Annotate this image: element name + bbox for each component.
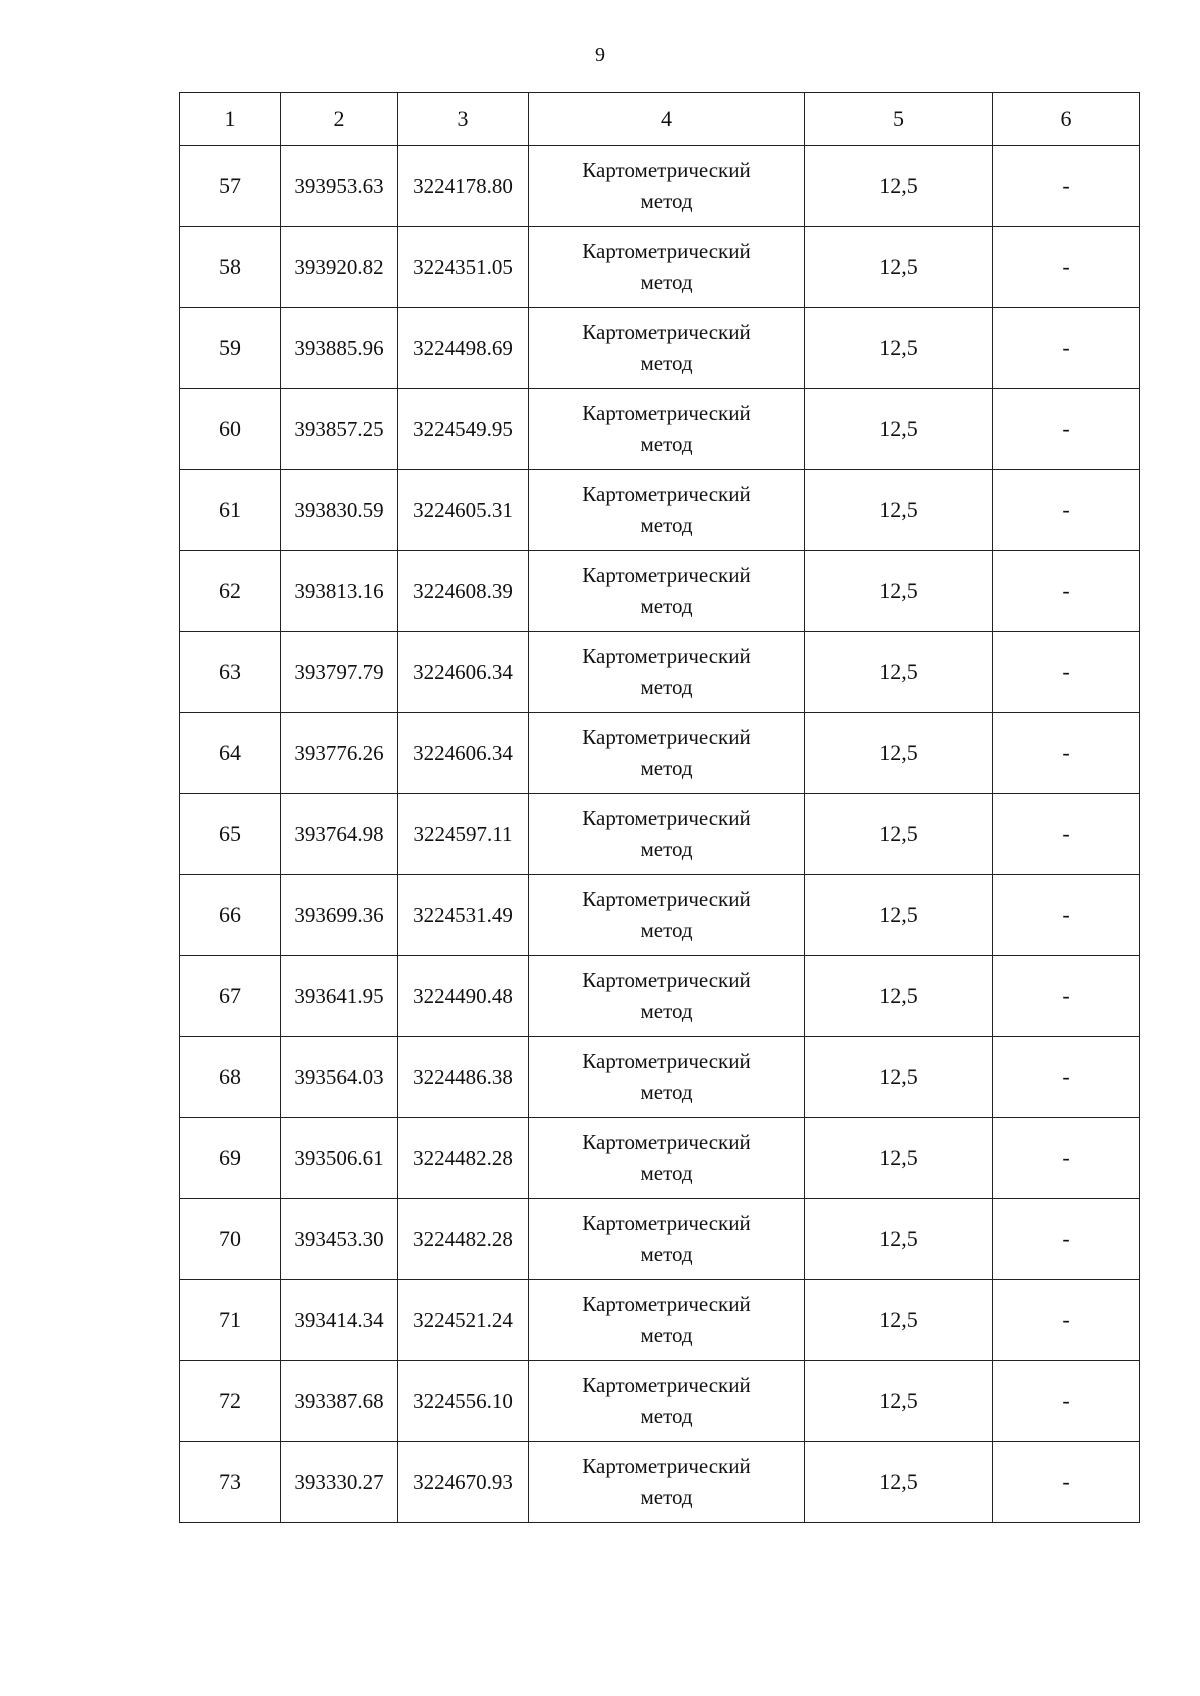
method-line-2: метод — [640, 1242, 693, 1266]
y-coordinate-cell: 3224670.93 — [398, 1442, 529, 1523]
y-coordinate-cell: 3224482.28 — [398, 1199, 529, 1280]
note-cell: - — [993, 956, 1140, 1037]
method-line-1: Картометрический — [582, 1373, 751, 1397]
method-line-1: Картометрический — [582, 806, 751, 830]
table-header — [180, 93, 1140, 146]
method-line-2: метод — [640, 1485, 693, 1509]
x-coordinate-cell: 393830.59 — [281, 470, 398, 551]
y-coordinate-cell: 3224486.38 — [398, 1037, 529, 1118]
x-coordinate-cell: 393885.96 — [281, 308, 398, 389]
table-row — [180, 1118, 1140, 1199]
method-cell — [529, 875, 805, 956]
note-cell: - — [993, 389, 1140, 470]
method-cell — [529, 794, 805, 875]
coordinates-table — [179, 92, 1140, 1523]
y-coordinate-cell: 3224351.05 — [398, 227, 529, 308]
x-coordinate-cell: 393953.63 — [281, 146, 398, 227]
column-header-1: 1 — [180, 93, 281, 146]
y-coordinate-cell: 3224606.34 — [398, 632, 529, 713]
table-row — [180, 713, 1140, 794]
x-coordinate-cell: 393506.61 — [281, 1118, 398, 1199]
y-coordinate-cell: 3224597.11 — [398, 794, 529, 875]
point-number-cell: 72 — [180, 1361, 281, 1442]
point-number-cell: 61 — [180, 470, 281, 551]
note-cell: - — [993, 632, 1140, 713]
method-line-1: Картометрический — [582, 1049, 751, 1073]
note-cell: - — [993, 146, 1140, 227]
header-row — [180, 93, 1140, 146]
method-line-2: метод — [640, 1323, 693, 1347]
method-line-1: Картометрический — [582, 644, 751, 668]
point-number-cell: 67 — [180, 956, 281, 1037]
method-line-1: Картометрический — [582, 563, 751, 587]
column-header-3: 3 — [398, 93, 529, 146]
point-number-cell: 73 — [180, 1442, 281, 1523]
method-line-2: метод — [640, 1161, 693, 1185]
method-line-1: Картометрический — [582, 725, 751, 749]
table-row — [180, 1199, 1140, 1280]
method-cell — [529, 146, 805, 227]
method-line-2: метод — [640, 756, 693, 780]
point-number-cell: 65 — [180, 794, 281, 875]
y-coordinate-cell: 3224608.39 — [398, 551, 529, 632]
y-coordinate-cell: 3224549.95 — [398, 389, 529, 470]
point-number-cell: 63 — [180, 632, 281, 713]
method-cell — [529, 1037, 805, 1118]
accuracy-cell: 12,5 — [805, 632, 993, 713]
method-line-2: метод — [640, 513, 693, 537]
accuracy-cell: 12,5 — [805, 956, 993, 1037]
note-cell: - — [993, 1199, 1140, 1280]
method-cell — [529, 227, 805, 308]
accuracy-cell: 12,5 — [805, 470, 993, 551]
method-cell — [529, 1118, 805, 1199]
method-cell — [529, 956, 805, 1037]
method-line-2: метод — [640, 837, 693, 861]
x-coordinate-cell: 393797.79 — [281, 632, 398, 713]
method-cell — [529, 632, 805, 713]
method-line-2: метод — [640, 432, 693, 456]
point-number-cell: 57 — [180, 146, 281, 227]
method-line-1: Картометрический — [582, 1454, 751, 1478]
method-cell — [529, 713, 805, 794]
x-coordinate-cell: 393414.34 — [281, 1280, 398, 1361]
note-cell: - — [993, 308, 1140, 389]
point-number-cell: 71 — [180, 1280, 281, 1361]
x-coordinate-cell: 393330.27 — [281, 1442, 398, 1523]
method-line-1: Картометрический — [582, 1292, 751, 1316]
table-row — [180, 389, 1140, 470]
table-row — [180, 1442, 1140, 1523]
accuracy-cell: 12,5 — [805, 227, 993, 308]
x-coordinate-cell: 393453.30 — [281, 1199, 398, 1280]
table-row — [180, 1280, 1140, 1361]
point-number-cell: 70 — [180, 1199, 281, 1280]
method-line-1: Картометрический — [582, 401, 751, 425]
y-coordinate-cell: 3224521.24 — [398, 1280, 529, 1361]
column-header-2: 2 — [281, 93, 398, 146]
method-cell — [529, 551, 805, 632]
x-coordinate-cell: 393857.25 — [281, 389, 398, 470]
accuracy-cell: 12,5 — [805, 1361, 993, 1442]
method-line-2: метод — [640, 1080, 693, 1104]
point-number-cell: 66 — [180, 875, 281, 956]
accuracy-cell: 12,5 — [805, 551, 993, 632]
method-cell — [529, 470, 805, 551]
accuracy-cell: 12,5 — [805, 1442, 993, 1523]
method-cell — [529, 1280, 805, 1361]
table-body — [180, 146, 1140, 1523]
table-row — [180, 632, 1140, 713]
y-coordinate-cell: 3224490.48 — [398, 956, 529, 1037]
method-cell — [529, 1199, 805, 1280]
y-coordinate-cell: 3224482.28 — [398, 1118, 529, 1199]
method-line-1: Картометрический — [582, 320, 751, 344]
method-line-2: метод — [640, 351, 693, 375]
column-header-5: 5 — [805, 93, 993, 146]
method-line-1: Картометрический — [582, 1211, 751, 1235]
note-cell: - — [993, 1442, 1140, 1523]
x-coordinate-cell: 393920.82 — [281, 227, 398, 308]
accuracy-cell: 12,5 — [805, 389, 993, 470]
y-coordinate-cell: 3224531.49 — [398, 875, 529, 956]
table-row — [180, 470, 1140, 551]
y-coordinate-cell: 3224498.69 — [398, 308, 529, 389]
x-coordinate-cell: 393564.03 — [281, 1037, 398, 1118]
x-coordinate-cell: 393764.98 — [281, 794, 398, 875]
method-cell — [529, 1442, 805, 1523]
note-cell: - — [993, 1361, 1140, 1442]
method-line-2: метод — [640, 270, 693, 294]
point-number-cell: 62 — [180, 551, 281, 632]
method-line-2: метод — [640, 918, 693, 942]
table-row — [180, 1037, 1140, 1118]
note-cell: - — [993, 1118, 1140, 1199]
page-number: 9 — [595, 44, 605, 66]
method-line-1: Картометрический — [582, 482, 751, 506]
accuracy-cell: 12,5 — [805, 1118, 993, 1199]
y-coordinate-cell: 3224606.34 — [398, 713, 529, 794]
method-line-2: метод — [640, 675, 693, 699]
method-line-1: Картометрический — [582, 968, 751, 992]
method-line-1: Картометрический — [582, 1130, 751, 1154]
method-line-2: метод — [640, 1404, 693, 1428]
method-cell — [529, 389, 805, 470]
accuracy-cell: 12,5 — [805, 1037, 993, 1118]
accuracy-cell: 12,5 — [805, 713, 993, 794]
accuracy-cell: 12,5 — [805, 794, 993, 875]
x-coordinate-cell: 393641.95 — [281, 956, 398, 1037]
accuracy-cell: 12,5 — [805, 1199, 993, 1280]
table-row — [180, 875, 1140, 956]
table-row — [180, 551, 1140, 632]
method-line-2: метод — [640, 189, 693, 213]
accuracy-cell: 12,5 — [805, 146, 993, 227]
y-coordinate-cell: 3224178.80 — [398, 146, 529, 227]
note-cell: - — [993, 875, 1140, 956]
method-line-2: метод — [640, 594, 693, 618]
y-coordinate-cell: 3224556.10 — [398, 1361, 529, 1442]
column-header-6: 6 — [993, 93, 1140, 146]
x-coordinate-cell: 393387.68 — [281, 1361, 398, 1442]
point-number-cell: 68 — [180, 1037, 281, 1118]
point-number-cell: 60 — [180, 389, 281, 470]
point-number-cell: 58 — [180, 227, 281, 308]
note-cell: - — [993, 1280, 1140, 1361]
table-row — [180, 794, 1140, 875]
x-coordinate-cell: 393813.16 — [281, 551, 398, 632]
x-coordinate-cell: 393699.36 — [281, 875, 398, 956]
accuracy-cell: 12,5 — [805, 1280, 993, 1361]
note-cell: - — [993, 794, 1140, 875]
note-cell: - — [993, 470, 1140, 551]
note-cell: - — [993, 713, 1140, 794]
note-cell: - — [993, 1037, 1140, 1118]
column-header-4: 4 — [529, 93, 805, 146]
note-cell: - — [993, 551, 1140, 632]
method-cell — [529, 308, 805, 389]
accuracy-cell: 12,5 — [805, 875, 993, 956]
table-row — [180, 956, 1140, 1037]
method-line-1: Картометрический — [582, 239, 751, 263]
method-line-2: метод — [640, 999, 693, 1023]
method-cell — [529, 1361, 805, 1442]
table-row — [180, 1361, 1140, 1442]
point-number-cell: 64 — [180, 713, 281, 794]
point-number-cell: 59 — [180, 308, 281, 389]
point-number-cell: 69 — [180, 1118, 281, 1199]
table-row — [180, 227, 1140, 308]
x-coordinate-cell: 393776.26 — [281, 713, 398, 794]
method-line-1: Картометрический — [582, 158, 751, 182]
accuracy-cell: 12,5 — [805, 308, 993, 389]
note-cell: - — [993, 227, 1140, 308]
method-line-1: Картометрический — [582, 887, 751, 911]
table-row — [180, 308, 1140, 389]
table-row — [180, 146, 1140, 227]
y-coordinate-cell: 3224605.31 — [398, 470, 529, 551]
